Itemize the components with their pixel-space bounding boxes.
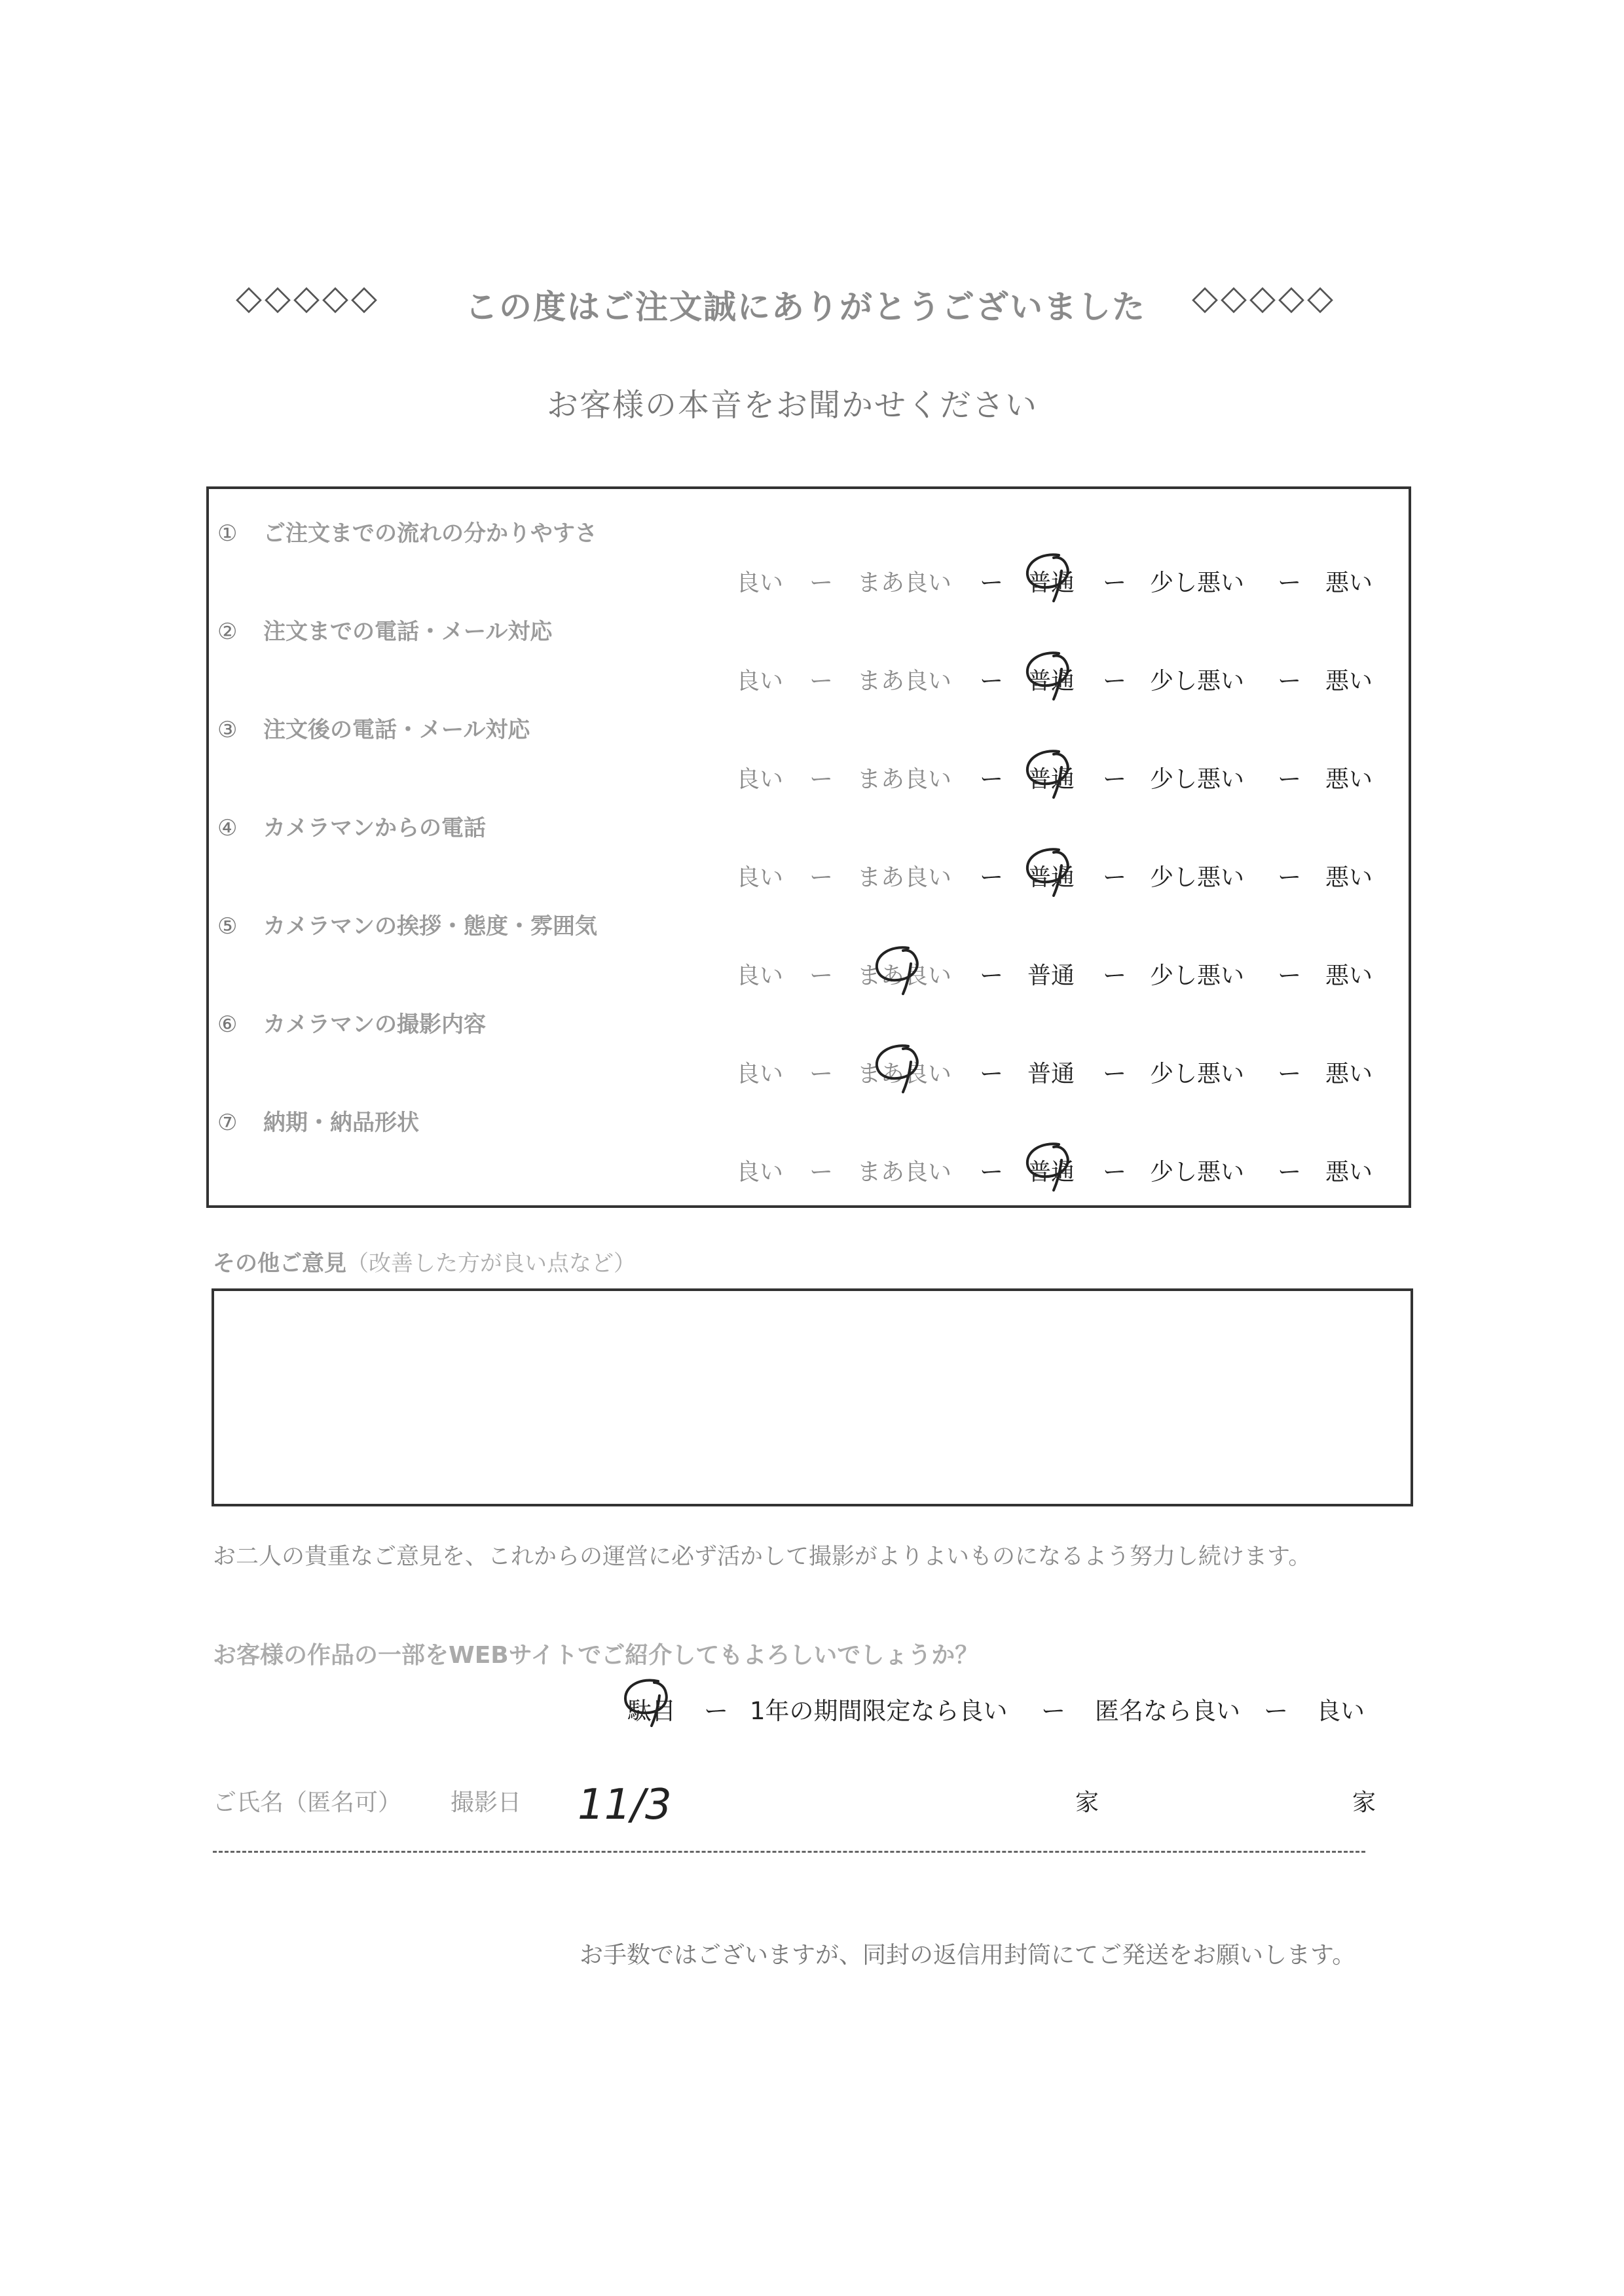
rating-separator: ー bbox=[809, 570, 834, 596]
web-option-anonymous[interactable]: 匿名なら良い bbox=[1095, 1697, 1240, 1725]
answer-circle-mark bbox=[1021, 649, 1081, 701]
rating-separator: ー bbox=[980, 570, 1004, 596]
rating-separator: ー bbox=[809, 766, 834, 793]
web-option-one-year[interactable]: 1年の期間限定なら良い bbox=[750, 1697, 1008, 1725]
rating-separator: ー bbox=[809, 864, 834, 891]
page-subtitle: お客様の本音をお聞かせください bbox=[547, 387, 1039, 424]
rating-separator: ー bbox=[1278, 570, 1302, 596]
question-number: ③ bbox=[217, 717, 238, 743]
web-answer-circle-mark bbox=[619, 1676, 679, 1727]
other-label-rest: （改善した方が良い点など） bbox=[346, 1250, 636, 1277]
survey-box bbox=[206, 486, 1411, 1208]
rating-option[interactable]: まあ良い bbox=[857, 668, 952, 695]
rating-separator: ー bbox=[809, 1159, 834, 1186]
date-value: 11/3 bbox=[578, 1781, 672, 1829]
page-title: この度はご注文誠にありがとうございました bbox=[465, 288, 1146, 326]
rating-separator: ー bbox=[1103, 962, 1127, 989]
rating-separator: ー bbox=[980, 864, 1004, 891]
question-number: ④ bbox=[217, 815, 238, 841]
question-number: ⑥ bbox=[217, 1011, 238, 1038]
rating-option[interactable]: 少し悪い bbox=[1150, 668, 1245, 695]
question-label: 注文までの電話・メール対応 bbox=[263, 619, 553, 645]
rating-separator: ー bbox=[809, 668, 834, 695]
rating-option[interactable]: 普通 bbox=[1027, 668, 1075, 695]
header bbox=[0, 278, 1624, 331]
web-sep: ー bbox=[704, 1697, 728, 1725]
rating-separator: ー bbox=[980, 766, 1004, 793]
rating-option[interactable]: 少し悪い bbox=[1150, 766, 1245, 793]
rating-option[interactable]: 普通 bbox=[1027, 766, 1075, 793]
web-option-yes[interactable]: 良い bbox=[1316, 1697, 1365, 1725]
rating-option[interactable]: 悪い bbox=[1325, 1061, 1373, 1087]
rating-option[interactable]: 普通 bbox=[1027, 570, 1075, 596]
rating-option[interactable]: まあ良い bbox=[857, 864, 952, 891]
rating-option[interactable]: まあ良い bbox=[857, 962, 952, 989]
question-label: カメラマンからの電話 bbox=[263, 815, 486, 841]
answer-circle-mark bbox=[870, 1042, 931, 1093]
rating-separator: ー bbox=[980, 668, 1004, 695]
question-label: ご注文までの流れの分かりやすさ bbox=[263, 520, 597, 547]
rating-separator: ー bbox=[1278, 668, 1302, 695]
rating-separator: ー bbox=[1103, 668, 1127, 695]
rating-option[interactable]: 悪い bbox=[1325, 864, 1373, 891]
rating-option[interactable]: 普通 bbox=[1027, 864, 1075, 891]
rating-option[interactable]: 普通 bbox=[1027, 1159, 1075, 1186]
rating-option[interactable]: 普通 bbox=[1027, 1061, 1075, 1087]
question-label: 注文後の電話・メール対応 bbox=[263, 717, 530, 743]
handwritten-date bbox=[575, 1776, 719, 1834]
question-title bbox=[217, 810, 486, 842]
rating-separator: ー bbox=[809, 962, 834, 989]
rating-separator: ー bbox=[1103, 570, 1127, 596]
rating-option[interactable]: 少し悪い bbox=[1150, 1159, 1245, 1186]
other-label-bold: その他ご意見 bbox=[213, 1250, 346, 1277]
rating-separator: ー bbox=[1103, 766, 1127, 793]
header-diamonds-left: ◇◇◇◇◇ bbox=[236, 278, 380, 318]
other-comments-box[interactable] bbox=[212, 1288, 1413, 1506]
question-number: ② bbox=[217, 619, 238, 645]
rating-option[interactable]: 普通 bbox=[1027, 962, 1075, 989]
web-question: お客様の作品の一部をWEBサイトでご紹介してもよろしいでしょうか？ bbox=[213, 1642, 979, 1669]
answer-circle-mark bbox=[1021, 748, 1081, 799]
answer-circle-mark bbox=[870, 944, 931, 995]
answer-circle-mark bbox=[1021, 551, 1081, 602]
question-title bbox=[217, 1104, 419, 1137]
question-label: カメラマンの挨拶・態度・雰囲気 bbox=[263, 913, 597, 939]
rating-option[interactable]: 良い bbox=[736, 962, 784, 989]
rating-separator: ー bbox=[1278, 1159, 1302, 1186]
other-comments-label bbox=[213, 1245, 636, 1277]
rating-separator: ー bbox=[1278, 766, 1302, 793]
rating-option[interactable]: まあ良い bbox=[857, 1159, 952, 1186]
rating-option[interactable]: まあ良い bbox=[857, 570, 952, 596]
rating-option[interactable]: 良い bbox=[736, 570, 784, 596]
rating-separator: ー bbox=[1278, 864, 1302, 891]
rating-option[interactable]: 良い bbox=[736, 668, 784, 695]
rating-option[interactable]: 悪い bbox=[1325, 668, 1373, 695]
rating-option[interactable]: 良い bbox=[736, 1061, 784, 1087]
answer-circle-mark bbox=[1021, 1140, 1081, 1192]
question-number: ① bbox=[217, 520, 238, 547]
header-diamonds-right: ◇◇◇◇◇ bbox=[1192, 278, 1336, 318]
footer-note: お手数ではございますが、同封の返信用封筒にてご発送をお願いします。 bbox=[580, 1942, 1356, 1969]
question-title bbox=[217, 712, 530, 744]
answer-circle-mark bbox=[1021, 846, 1081, 897]
question-title bbox=[217, 908, 597, 940]
rating-separator: ー bbox=[809, 1061, 834, 1087]
rating-separator: ー bbox=[1103, 1061, 1127, 1087]
rating-option[interactable]: まあ良い bbox=[857, 766, 952, 793]
web-sep: ー bbox=[1264, 1697, 1288, 1725]
question-title bbox=[217, 1006, 486, 1038]
family-label-1: 家 bbox=[1075, 1789, 1099, 1816]
web-option-no[interactable]: 駄目 bbox=[627, 1697, 676, 1725]
rating-option[interactable]: 少し悪い bbox=[1150, 570, 1245, 596]
rating-option[interactable]: 少し悪い bbox=[1150, 962, 1245, 989]
name-label: ご氏名（匿名可） bbox=[213, 1789, 402, 1816]
family-label-2: 家 bbox=[1352, 1789, 1376, 1816]
rating-option[interactable]: まあ良い bbox=[857, 1061, 952, 1087]
rating-option[interactable]: 少し悪い bbox=[1150, 864, 1245, 891]
rating-separator: ー bbox=[980, 1061, 1004, 1087]
question-number: ⑤ bbox=[217, 913, 238, 939]
rating-separator: ー bbox=[980, 962, 1004, 989]
question-label: カメラマンの撮影内容 bbox=[263, 1011, 486, 1038]
question-label: 納期・納品形状 bbox=[263, 1110, 419, 1136]
rating-option[interactable]: 悪い bbox=[1325, 962, 1373, 989]
question-title bbox=[217, 613, 552, 646]
rating-separator: ー bbox=[1103, 1159, 1127, 1186]
rating-option[interactable]: 少し悪い bbox=[1150, 1061, 1245, 1087]
rating-separator: ー bbox=[1278, 962, 1302, 989]
rating-separator: ー bbox=[1278, 1061, 1302, 1087]
rating-option[interactable]: 良い bbox=[736, 864, 784, 891]
web-sep: ー bbox=[1041, 1697, 1065, 1725]
date-label: 撮影日 bbox=[451, 1789, 522, 1816]
rating-separator: ー bbox=[1103, 864, 1127, 891]
thanks-message: お二人の貴重なご意見を、これからの運営に必ず活かして撮影がよりよいものになるよう努力し続けます。 bbox=[213, 1544, 1312, 1570]
rating-option[interactable]: 悪い bbox=[1325, 1159, 1373, 1186]
rating-option[interactable]: 良い bbox=[736, 1159, 784, 1186]
rating-option[interactable]: 良い bbox=[736, 766, 784, 793]
rating-separator: ー bbox=[980, 1159, 1004, 1186]
dashed-divider bbox=[213, 1851, 1365, 1853]
rating-option[interactable]: 悪い bbox=[1325, 766, 1373, 793]
rating-option[interactable]: 悪い bbox=[1325, 570, 1373, 596]
question-title bbox=[217, 515, 597, 547]
question-number: ⑦ bbox=[217, 1110, 238, 1136]
